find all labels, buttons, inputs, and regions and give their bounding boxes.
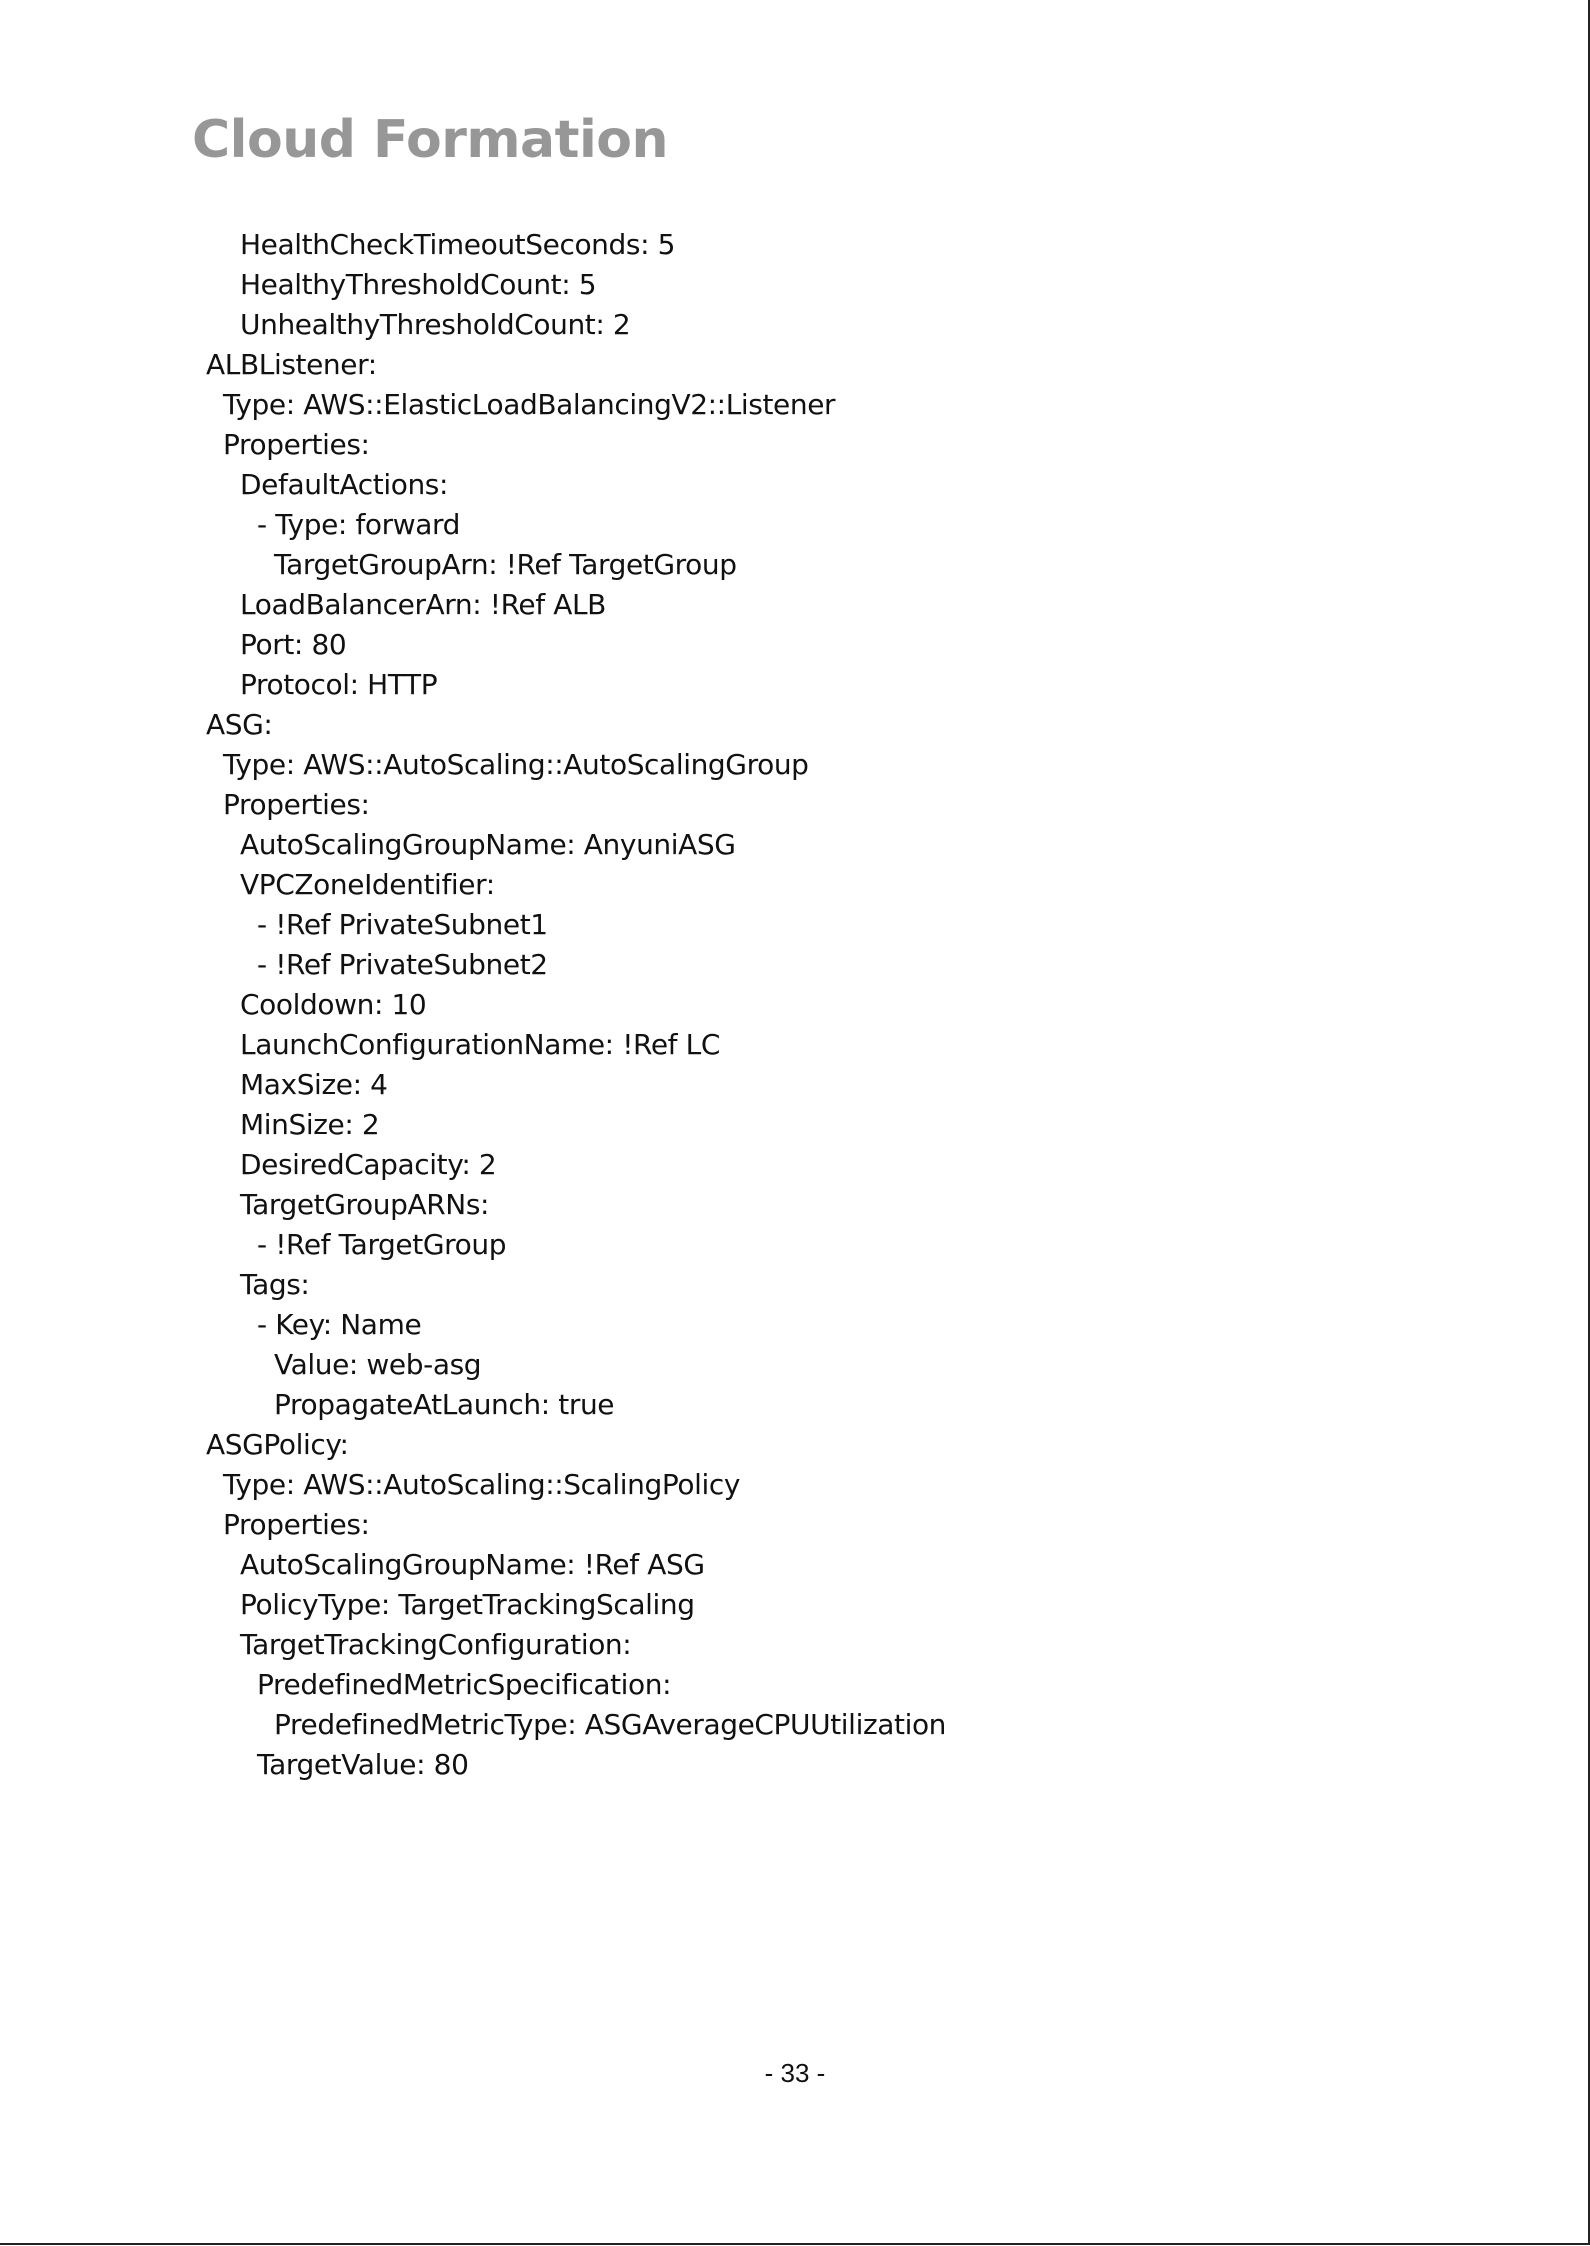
code-line: MinSize: 2 <box>206 1108 380 1141</box>
code-line: AutoScalingGroupName: AnyuniASG <box>206 828 736 861</box>
code-line: UnhealthyThresholdCount: 2 <box>206 308 631 341</box>
code-line: HealthCheckTimeoutSeconds: 5 <box>206 228 676 261</box>
code-line: TargetGroupArn: !Ref TargetGroup <box>206 548 737 581</box>
code-line: TargetValue: 80 <box>206 1748 469 1781</box>
code-line: Tags: <box>206 1268 310 1301</box>
code-line: VPCZoneIdentifier: <box>206 868 495 901</box>
code-line: ALBListener: <box>206 348 377 381</box>
code-line: LaunchConfigurationName: !Ref LC <box>206 1028 720 1061</box>
code-line: TargetGroupARNs: <box>206 1188 490 1221</box>
code-line: HealthyThresholdCount: 5 <box>206 268 597 301</box>
code-line: PolicyType: TargetTrackingScaling <box>206 1588 695 1621</box>
code-line: Properties: <box>206 1508 370 1541</box>
page-title: Cloud Formation <box>192 110 669 170</box>
code-line: LoadBalancerArn: !Ref ALB <box>206 588 606 621</box>
code-line: MaxSize: 4 <box>206 1068 388 1101</box>
code-listing <box>206 225 946 1785</box>
code-line: Properties: <box>206 428 370 461</box>
code-line: AutoScalingGroupName: !Ref ASG <box>206 1548 705 1581</box>
code-line: - !Ref PrivateSubnet1 <box>206 908 548 941</box>
code-line: - !Ref TargetGroup <box>206 1228 507 1261</box>
page-number: - 33 - <box>764 2058 826 2088</box>
code-line: TargetTrackingConfiguration: <box>206 1628 632 1661</box>
code-line: PropagateAtLaunch: true <box>206 1388 615 1421</box>
code-line: - Key: Name <box>206 1308 422 1341</box>
code-line: Type: AWS::ElasticLoadBalancingV2::Listener <box>206 388 836 421</box>
code-line: ASGPolicy: <box>206 1428 349 1461</box>
code-line: Port: 80 <box>206 628 347 661</box>
code-line: DesiredCapacity: 2 <box>206 1148 497 1181</box>
code-line: Type: AWS::AutoScaling::ScalingPolicy <box>206 1468 741 1501</box>
code-line: PredefinedMetricSpecification: <box>206 1668 672 1701</box>
code-line: Properties: <box>206 788 370 821</box>
code-line: PredefinedMetricType: ASGAverageCPUUtilization <box>206 1708 947 1741</box>
code-line: - !Ref PrivateSubnet2 <box>206 948 548 981</box>
code-line: Type: AWS::AutoScaling::AutoScalingGroup <box>206 748 809 781</box>
code-line: ASG: <box>206 708 273 741</box>
code-line: DefaultActions: <box>206 468 449 501</box>
code-line: Value: web-asg <box>206 1348 482 1381</box>
code-line: Protocol: HTTP <box>206 668 438 701</box>
code-line: Cooldown: 10 <box>206 988 427 1021</box>
code-line: - Type: forward <box>206 508 461 541</box>
